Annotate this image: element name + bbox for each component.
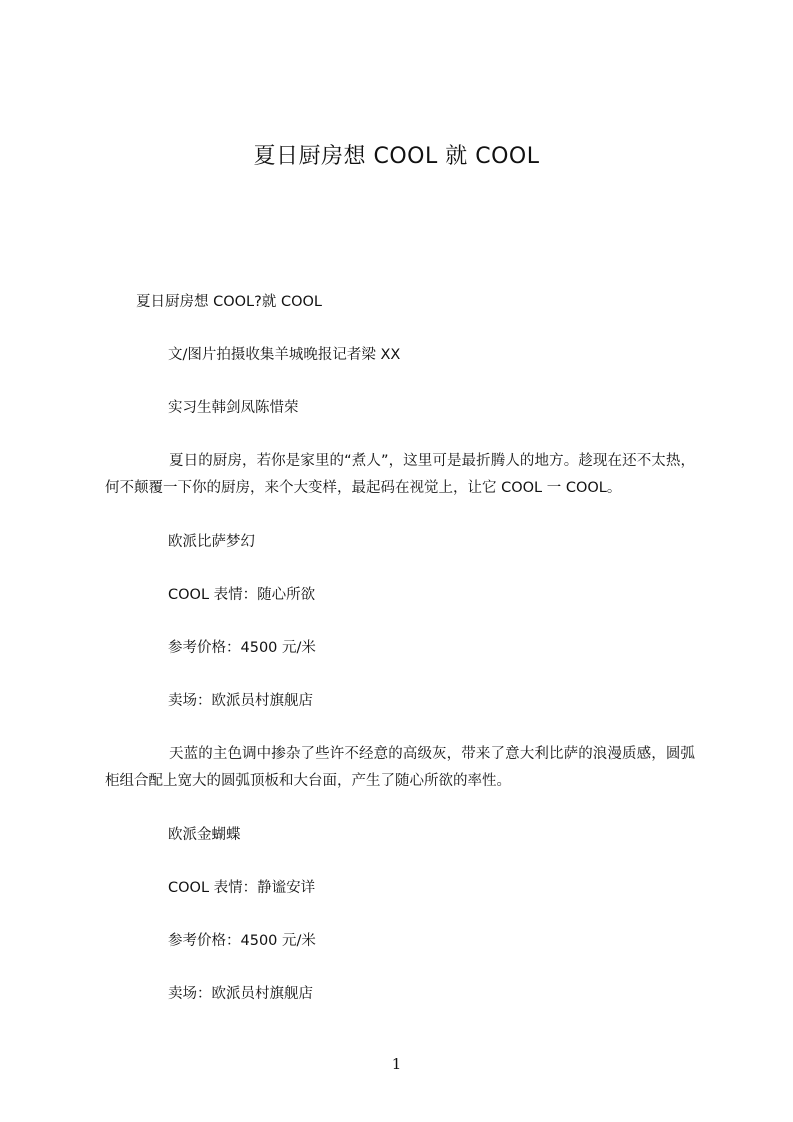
page-number: 1	[391, 1055, 402, 1073]
product-2-name: 欧派金蝴蝶	[168, 827, 241, 843]
byline-paragraph: 文/图片拍摄收集羊城晚报记者梁 XX	[168, 347, 401, 363]
product-2-expression: COOL 表情：静谧安详	[168, 880, 316, 896]
product-1-price: 参考价格：4500 元/米	[168, 640, 316, 656]
product-1-description: 天蓝的主色调中掺杂了些许不经意的高级灰，带来了意大利比萨的浪漫质感，圆弧柜组合配上宽大的圆弧顶板和大台面，产生了随心所欲的率性。	[105, 746, 695, 789]
product-1-expression: COOL 表情：随心所欲	[168, 587, 316, 603]
document-title: 夏日厨房想 COOL 就 COOL	[253, 144, 540, 169]
subtitle-paragraph: 夏日厨房想 COOL?就 COOL	[136, 294, 322, 310]
product-2-price: 参考价格：4500 元/米	[168, 933, 316, 949]
intern-paragraph: 实习生韩剑凤陈惜荣	[168, 400, 299, 416]
intro-paragraph: 夏日的厨房，若你是家里的“煮人”，这里可是最折腾人的地方。趁现在还不太热，何不颠覆一下你的厨房，来个大变样，最起码在视觉上，让它 COOL 一 COOL。	[105, 453, 695, 496]
product-1-store: 卖场：欧派员村旗舰店	[168, 693, 313, 709]
product-2-store: 卖场：欧派员村旗舰店	[168, 986, 313, 1002]
product-1-name: 欧派比萨梦幻	[168, 534, 255, 550]
